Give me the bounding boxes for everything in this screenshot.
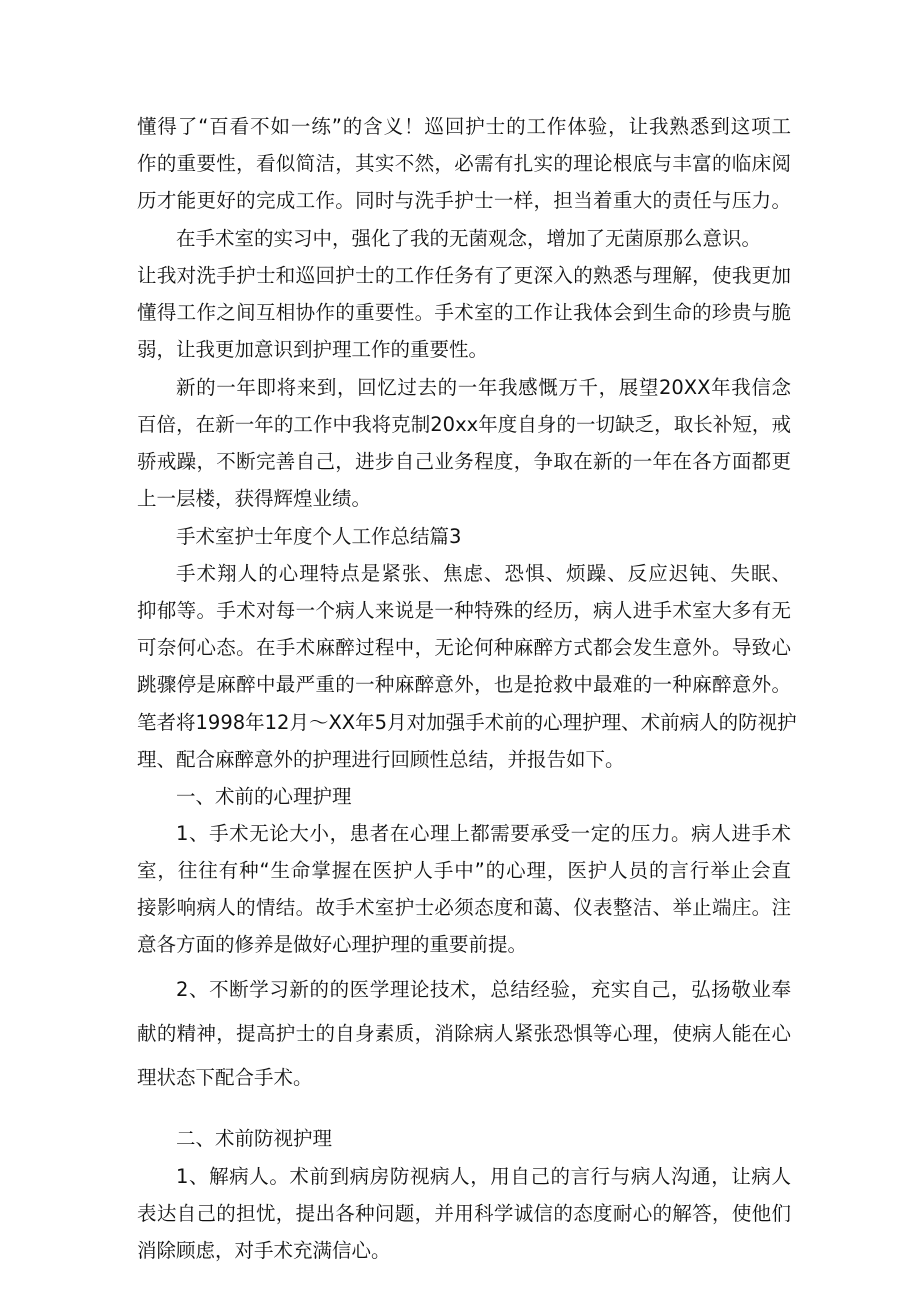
- text-line: 历才能更好的完成工作。同时与洗手护士一样，担当着重大的责任与压力。: [137, 189, 791, 212]
- text-line: 接影响病人的情结。故手术室护士必须态度和蔼、仪表整洁、举止端庄。注: [137, 896, 791, 919]
- text-line: 懂得了“百看不如一练”的含义！巡回护士的工作体验，让我熟悉到这项工: [137, 115, 791, 138]
- text-line: 懂得工作之间互相协作的重要性。手术室的工作让我体会到生命的珍贵与脆: [137, 301, 791, 324]
- text-line: 上一层楼，获得辉煌业绩。: [137, 487, 372, 510]
- text-line: 可奈何心态。在手术麻醉过程中，无论何种麻醉方式都会发生意外。导致心: [137, 636, 791, 659]
- text-line: 在手术室的实习中，强化了我的无菌观念，增加了无菌原那么意识。: [176, 227, 762, 250]
- text-line: 理、配合麻醉意外的护理进行回顾性总结，并报告如下。: [137, 748, 625, 771]
- text-line: 1、解病人。术前到病房防视病人，用自己的言行与病人沟通，让病人: [176, 1165, 791, 1188]
- section-heading: 二、术前防视护理: [176, 1127, 333, 1150]
- text-line: 理状态下配合手术。: [137, 1066, 313, 1089]
- text-line: 让我对洗手护士和巡回护士的工作任务有了更深入的熟悉与理解，使我更加: [137, 264, 791, 287]
- text-line: 表达自己的担忧，提出各种问题，并用科学诚信的态度耐心的解答，使他们: [137, 1202, 791, 1225]
- text-line: 弱，让我更加意识到护理工作的重要性。: [137, 338, 489, 361]
- text-line: 献的精神，提高护士的自身素质，消除病人紧张恐惧等心理，使病人能在心: [137, 1022, 791, 1045]
- text-line: 1、手术无论大小，患者在心理上都需要承受一定的压力。病人进手术: [176, 822, 791, 845]
- text-line: 抑郁等。手术对每一个病人来说是一种特殊的经历，病人进手术室大多有无: [137, 599, 791, 622]
- text-line: 新的一年即将来到，回忆过去的一年我感慨万千，展望20XX年我信念: [176, 376, 791, 399]
- section-title: 手术室护士年度个人工作总结篇3: [176, 525, 462, 548]
- text-line: 意各方面的修养是做好心理护理的重要前提。: [137, 933, 528, 956]
- text-line: 手术翔人的心理特点是紧张、焦虑、恐惧、烦躁、反应迟钝、失眠、: [176, 562, 791, 585]
- section-heading: 一、术前的心理护理: [176, 785, 352, 808]
- text-line: 百倍，在新一年的工作中我将克制20xx年度自身的一切缺乏，取长补短，戒: [137, 413, 791, 436]
- text-line: 骄戒躁，不断完善自己，进步自己业务程度，争取在新的一年在各方面都更: [137, 450, 791, 473]
- text-line: 2、不断学习新的的医学理论技术，总结经验，充实自己，弘扬敬业奉: [176, 978, 791, 1001]
- text-line: 消除顾虑，对手术充满信心。: [137, 1239, 391, 1262]
- text-line: 笔者将1998年12月～XX年5月对加强手术前的心理护理、术前病人的防视护: [137, 711, 797, 734]
- text-line: 作的重要性，看似简洁，其实不然，必需有扎实的理论根底与丰富的临床阅: [137, 152, 791, 175]
- text-line: 跳骤停是麻醉中最严重的一种麻醉意外，也是抢救中最难的一种麻醉意外。: [137, 673, 791, 696]
- text-line: 室，往往有种“生命掌握在医护人手中”的心理，医护人员的言行举止会直: [137, 859, 791, 882]
